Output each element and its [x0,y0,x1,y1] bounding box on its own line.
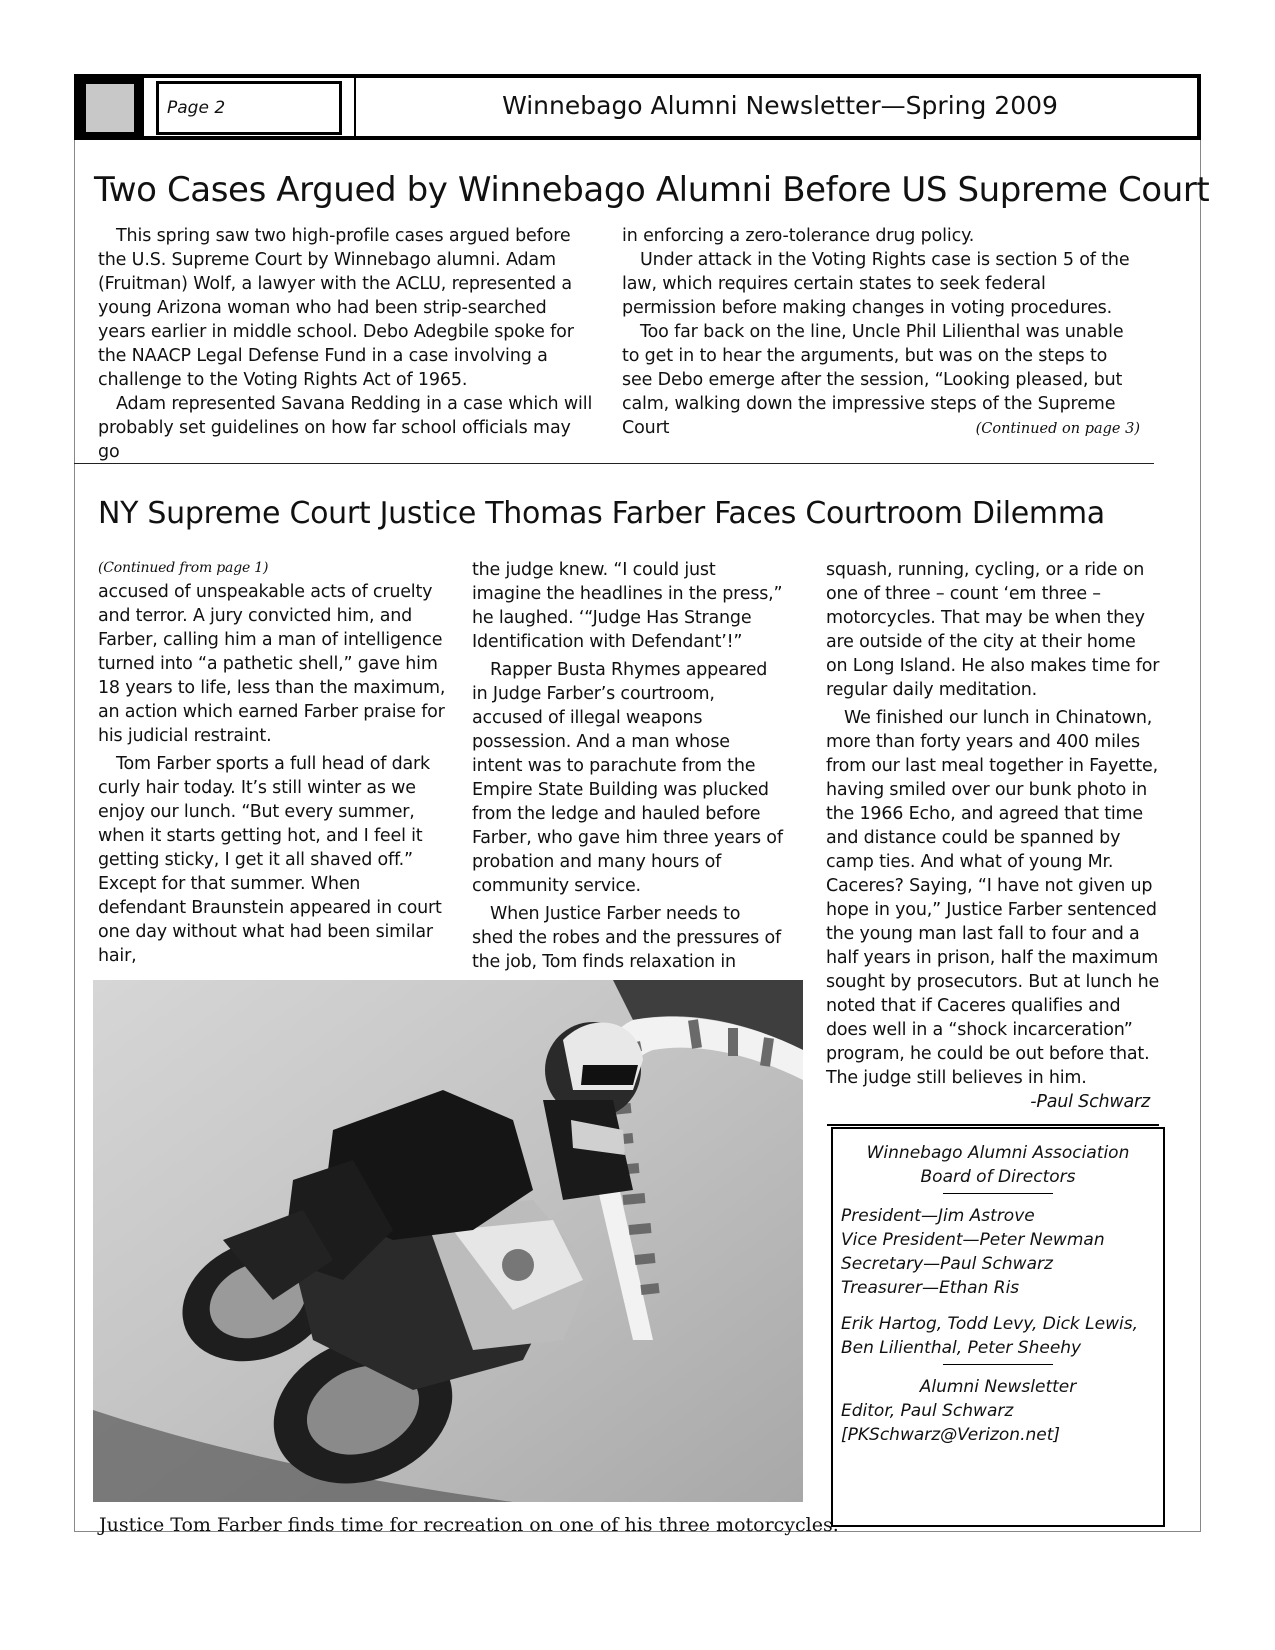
article1-column-1 [98,224,596,464]
board-org-name: Winnebago Alumni Association [866,1143,1130,1163]
photo-caption: Justice Tom Farber finds time for recreation on one of his three motorcycles. [99,1514,839,1536]
motorcycle-photo [93,980,803,1502]
article2-paragraph: Rapper Busta Rhymes appeared in Judge Farber’s courtroom, accused of illegal weapons possession. And a man whose intent was to parachute from the Empire State Building was plucked from the ledge and hauled before Farber, who gave him three years of probation and many hours of community service. [472,660,783,896]
article1-paragraph: in enforcing a zero-tolerance drug policy. [622,226,975,246]
board-of-directors-box [831,1127,1165,1527]
board-divider [943,1364,1053,1365]
board-box-top-rule [827,1124,1159,1126]
board-title: Board of Directors [920,1167,1076,1187]
article2-headline: NY Supreme Court Justice Thomas Farber Faces Courtroom Dilemma [98,496,1105,531]
article1-paragraph: Adam represented Savana Redding in a case which will probably set guidelines on how far school officials may go [98,394,593,462]
article2-paragraph [826,706,1162,1112]
page-frame-right [1200,140,1201,1532]
board-officer: Vice President—Peter Newman [841,1230,1105,1250]
article2-column-1 [98,558,450,968]
board-officer: Treasurer—Ethan Ris [841,1278,1020,1298]
article2-paragraph: When Justice Farber needs to shed the robes and the pressures of the job, Tom finds relaxation in [472,904,781,972]
article1-paragraph: This spring saw two high-profile cases argued before the U.S. Supreme Court by Winnebago alumni. Adam (Fruitman) Wolf, a lawyer with the ACLU, represented a young Arizona woman who had been strip-searched years earlier in middle school. Debo Adegbile spoke for the NAACP Legal Defense Fund in a case involving a challenge to the Voting Rights Act of 1965. [98,226,574,390]
board-officer: President—Jim Astrove [841,1206,1035,1226]
article2-paragraph: squash, running, cycling, or a ride on one of three – count ‘em three – motorcycles. That may be when they are outside of the city at their home on Long Island. He also makes time for regular daily meditation. [826,560,1160,700]
article1-paragraph: Too far back on the line, Uncle Phil Lilienthal was unable to get in to hear the arguments, but was on the steps to see Debo emerge after the session, “Looking pleased, but calm, walking down the impressive steps of the Supreme Court [622,322,1124,438]
board-divider [943,1193,1053,1194]
article1-headline: Two Cases Argued by Winnebago Alumni Before US Supreme Court [94,170,1210,210]
header-divider [354,74,356,140]
article1-column-2 [622,224,1142,440]
board-members: Ben Lilienthal, Peter Sheehy [841,1338,1082,1358]
board-officer: Secretary—Paul Schwarz [841,1254,1053,1274]
section-divider [74,463,1154,464]
page-number-label: Page 2 [156,81,342,135]
header-grey-square [86,84,134,132]
article2-paragraph: Tom Farber sports a full head of dark curly hair today. It’s still winter as we enjoy our lunch. “But every summer, when it starts getting hot, and I feel it getting sticky, I get it all shaved off.” Except for that summer. When defendant Braunstein appeared in court one day without what had been similar hair, [98,754,442,966]
article2-paragraph: the judge knew. “I could just imagine the headlines in the press,” he laughed. ‘“Judge Has Strange Identification with Defendant’!” [472,560,783,652]
article1-paragraph: Under attack in the Voting Rights case is section 5 of the law, which requires certain states to seek federal permission before making changes in voting procedures. [622,250,1130,318]
newsletter-title: Winnebago Alumni Newsletter—Spring 2009 [502,91,1058,120]
newsletter-heading: Alumni Newsletter [919,1377,1077,1397]
continued-on-note: (Continued on page 3) [975,421,1140,437]
author-signature: -Paul Schwarz [1030,1092,1150,1112]
editor-email: [PKSchwarz@Verizon.net] [841,1425,1061,1445]
board-members: Erik Hartog, Todd Levy, Dick Lewis, [841,1314,1138,1334]
continued-from-note: (Continued from page 1) [98,560,269,576]
article2-column-2 [472,558,784,974]
article2-paragraph-text: We finished our lunch in Chinatown, more than forty years and 400 miles from our last meal together in Fayette, having smiled over our bunk photo in the 1966 Echo, and agreed that time and distance could be spanned by camp ties. And what of young Mr. Caceres? Saying, “I have not given up hope in you,” Justice Farber sentenced the young man last fall to four and a half years in prison, half the maximum sought by prosecutors. But at lunch he noted that if Caceres qualifies and does well in a “shock incarceration” program, he could be out before that. The judge still believes in him. [826,708,1160,1088]
article2-paragraph: accused of unspeakable acts of cruelty and terror. A jury convicted him, and Farber, calling him a man of intelligence turned into “a pathetic shell,” gave him 18 years to life, less than the maximum, an action which earned Farber praise for his judicial restraint. [98,582,446,746]
motorcycle-photo-image [93,980,803,1502]
page-frame-left [74,140,75,1532]
editor-line: Editor, Paul Schwarz [841,1401,1014,1421]
article2-column-3 [826,558,1162,1114]
